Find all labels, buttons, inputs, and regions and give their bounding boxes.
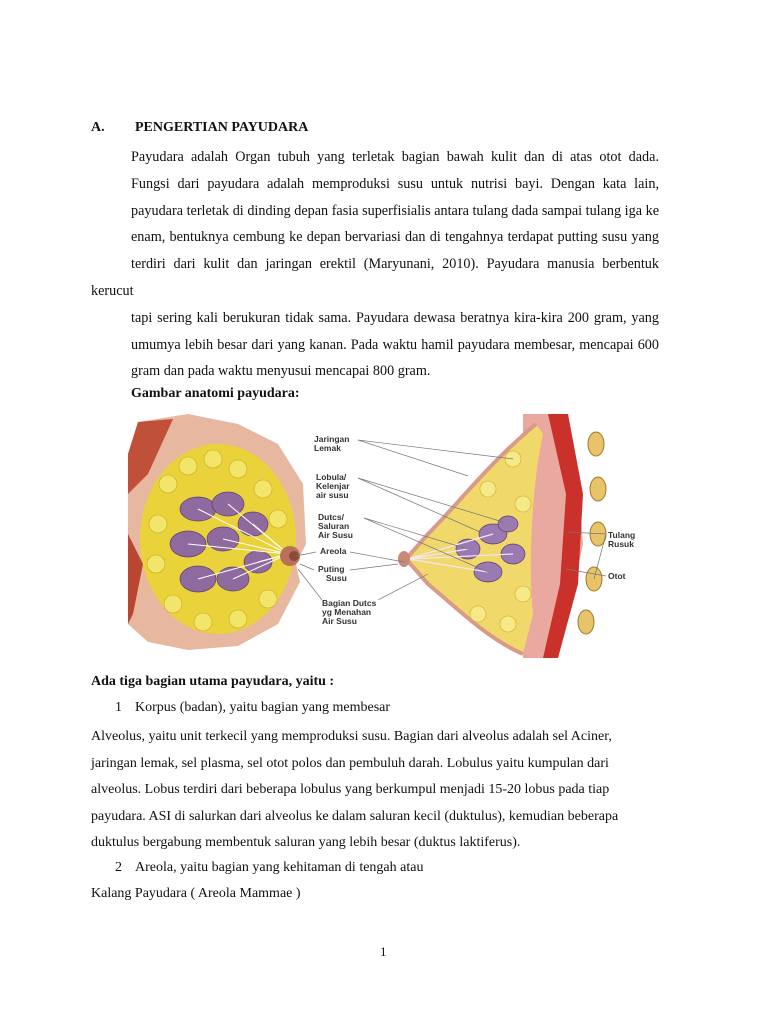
list-item bbox=[115, 860, 423, 876]
label-dutcs: Dutcs/ Saluran Air Susu bbox=[318, 512, 353, 540]
label-jaringan-lemak: Jaringan Lemak bbox=[314, 434, 350, 453]
figure-caption: Gambar anatomi payudara: bbox=[131, 386, 300, 401]
list-item-number: 1 bbox=[115, 700, 122, 715]
section-title: PENGERTIAN PAYUDARA bbox=[135, 120, 309, 135]
side-view-drawing bbox=[398, 414, 606, 658]
label-otot: Otot bbox=[608, 571, 626, 581]
label-puting: Puting Susu bbox=[318, 564, 347, 583]
list-item bbox=[115, 700, 390, 716]
list-item-text: Areola, yaitu bagian yang kehitaman di tengah atau bbox=[135, 860, 424, 875]
paragraph-line: tapi sering kali berukuran tidak sama. Payudara dewasa beratnya kira-kira 200 gram, yang bbox=[131, 309, 659, 326]
paragraph-line: gram dan pada waktu menyusui mencapai 800 gram. bbox=[131, 363, 431, 380]
front-view-drawing bbox=[128, 414, 306, 650]
intro-paragraph bbox=[91, 144, 659, 385]
paragraph-line: payudara terletak di dinding depan fasia superfisialis antara tulang dada sampai tulang iga ke bbox=[131, 202, 659, 219]
label-lobula: Lobula/ Kelenjar air susu bbox=[316, 472, 350, 500]
breast-anatomy-illustration bbox=[128, 414, 648, 658]
paragraph-line: duktulus bergabung membentuk saluran yang lebih besar (duktus laktiferus). bbox=[91, 835, 521, 851]
paragraph-line: jaringan lemak, sel plasma, sel otot polos dan pembuluh darah. Lobulus yaitu kumpulan dari bbox=[91, 755, 609, 771]
paragraph-line: terdiri dari kulit dan jaringan erektil (Maryunani, 2010). Payudara manusia berbentuk kerucut bbox=[91, 256, 659, 299]
paragraph-line: alveolus. Lobus terdiri dari beberapa lobulus yang berkumpul menjadi 15-20 lobus pada tiap bbox=[91, 782, 610, 798]
label-areola: Areola bbox=[320, 546, 347, 556]
label-tulang-rusuk: Tulang Rusuk bbox=[608, 530, 636, 549]
paragraph-line: Fungsi dari payudara adalah memproduksi susu untuk nutrisi bayi. Dengan kata lain, bbox=[131, 175, 659, 192]
areola-mammae-line: Kalang Payudara ( Areola Mammae ) bbox=[91, 886, 301, 901]
paragraph-line: enam, bentuknya cembung ke depan bervariasi dan di tengahnya terdapat putting susu yang bbox=[131, 229, 659, 246]
paragraph-line: payudara. ASI di salurkan dari alveolus ke dalam saluran kecil (duktulus), kemudian beberapa bbox=[91, 808, 619, 824]
label-bagian-dutcs: Bagian Dutcs yg Menahan Air Susu bbox=[322, 598, 377, 626]
paragraph-line: umumya lebih besar dari yang kanan. Pada waktu hamil payudara membesar, mencapai 600 bbox=[131, 336, 659, 353]
paragraph-line: Alveolus, yaitu unit terkecil yang memproduksi susu. Bagian dari alveolus adalah sel Aciner, bbox=[91, 729, 612, 744]
page-number: 1 bbox=[380, 944, 387, 959]
parts-heading: Ada tiga bagian utama payudara, yaitu : bbox=[91, 674, 335, 689]
section-heading bbox=[91, 120, 308, 136]
section-number: A. bbox=[91, 120, 105, 135]
paragraph-line: Payudara adalah Organ tubuh yang terletak bagian bawah kulit dan di atas otot dada. bbox=[131, 149, 659, 165]
alveolus-paragraph bbox=[91, 724, 659, 857]
list-item-text: Korpus (badan), yaitu bagian yang membesar bbox=[135, 700, 391, 715]
list-item-number: 2 bbox=[115, 860, 122, 875]
